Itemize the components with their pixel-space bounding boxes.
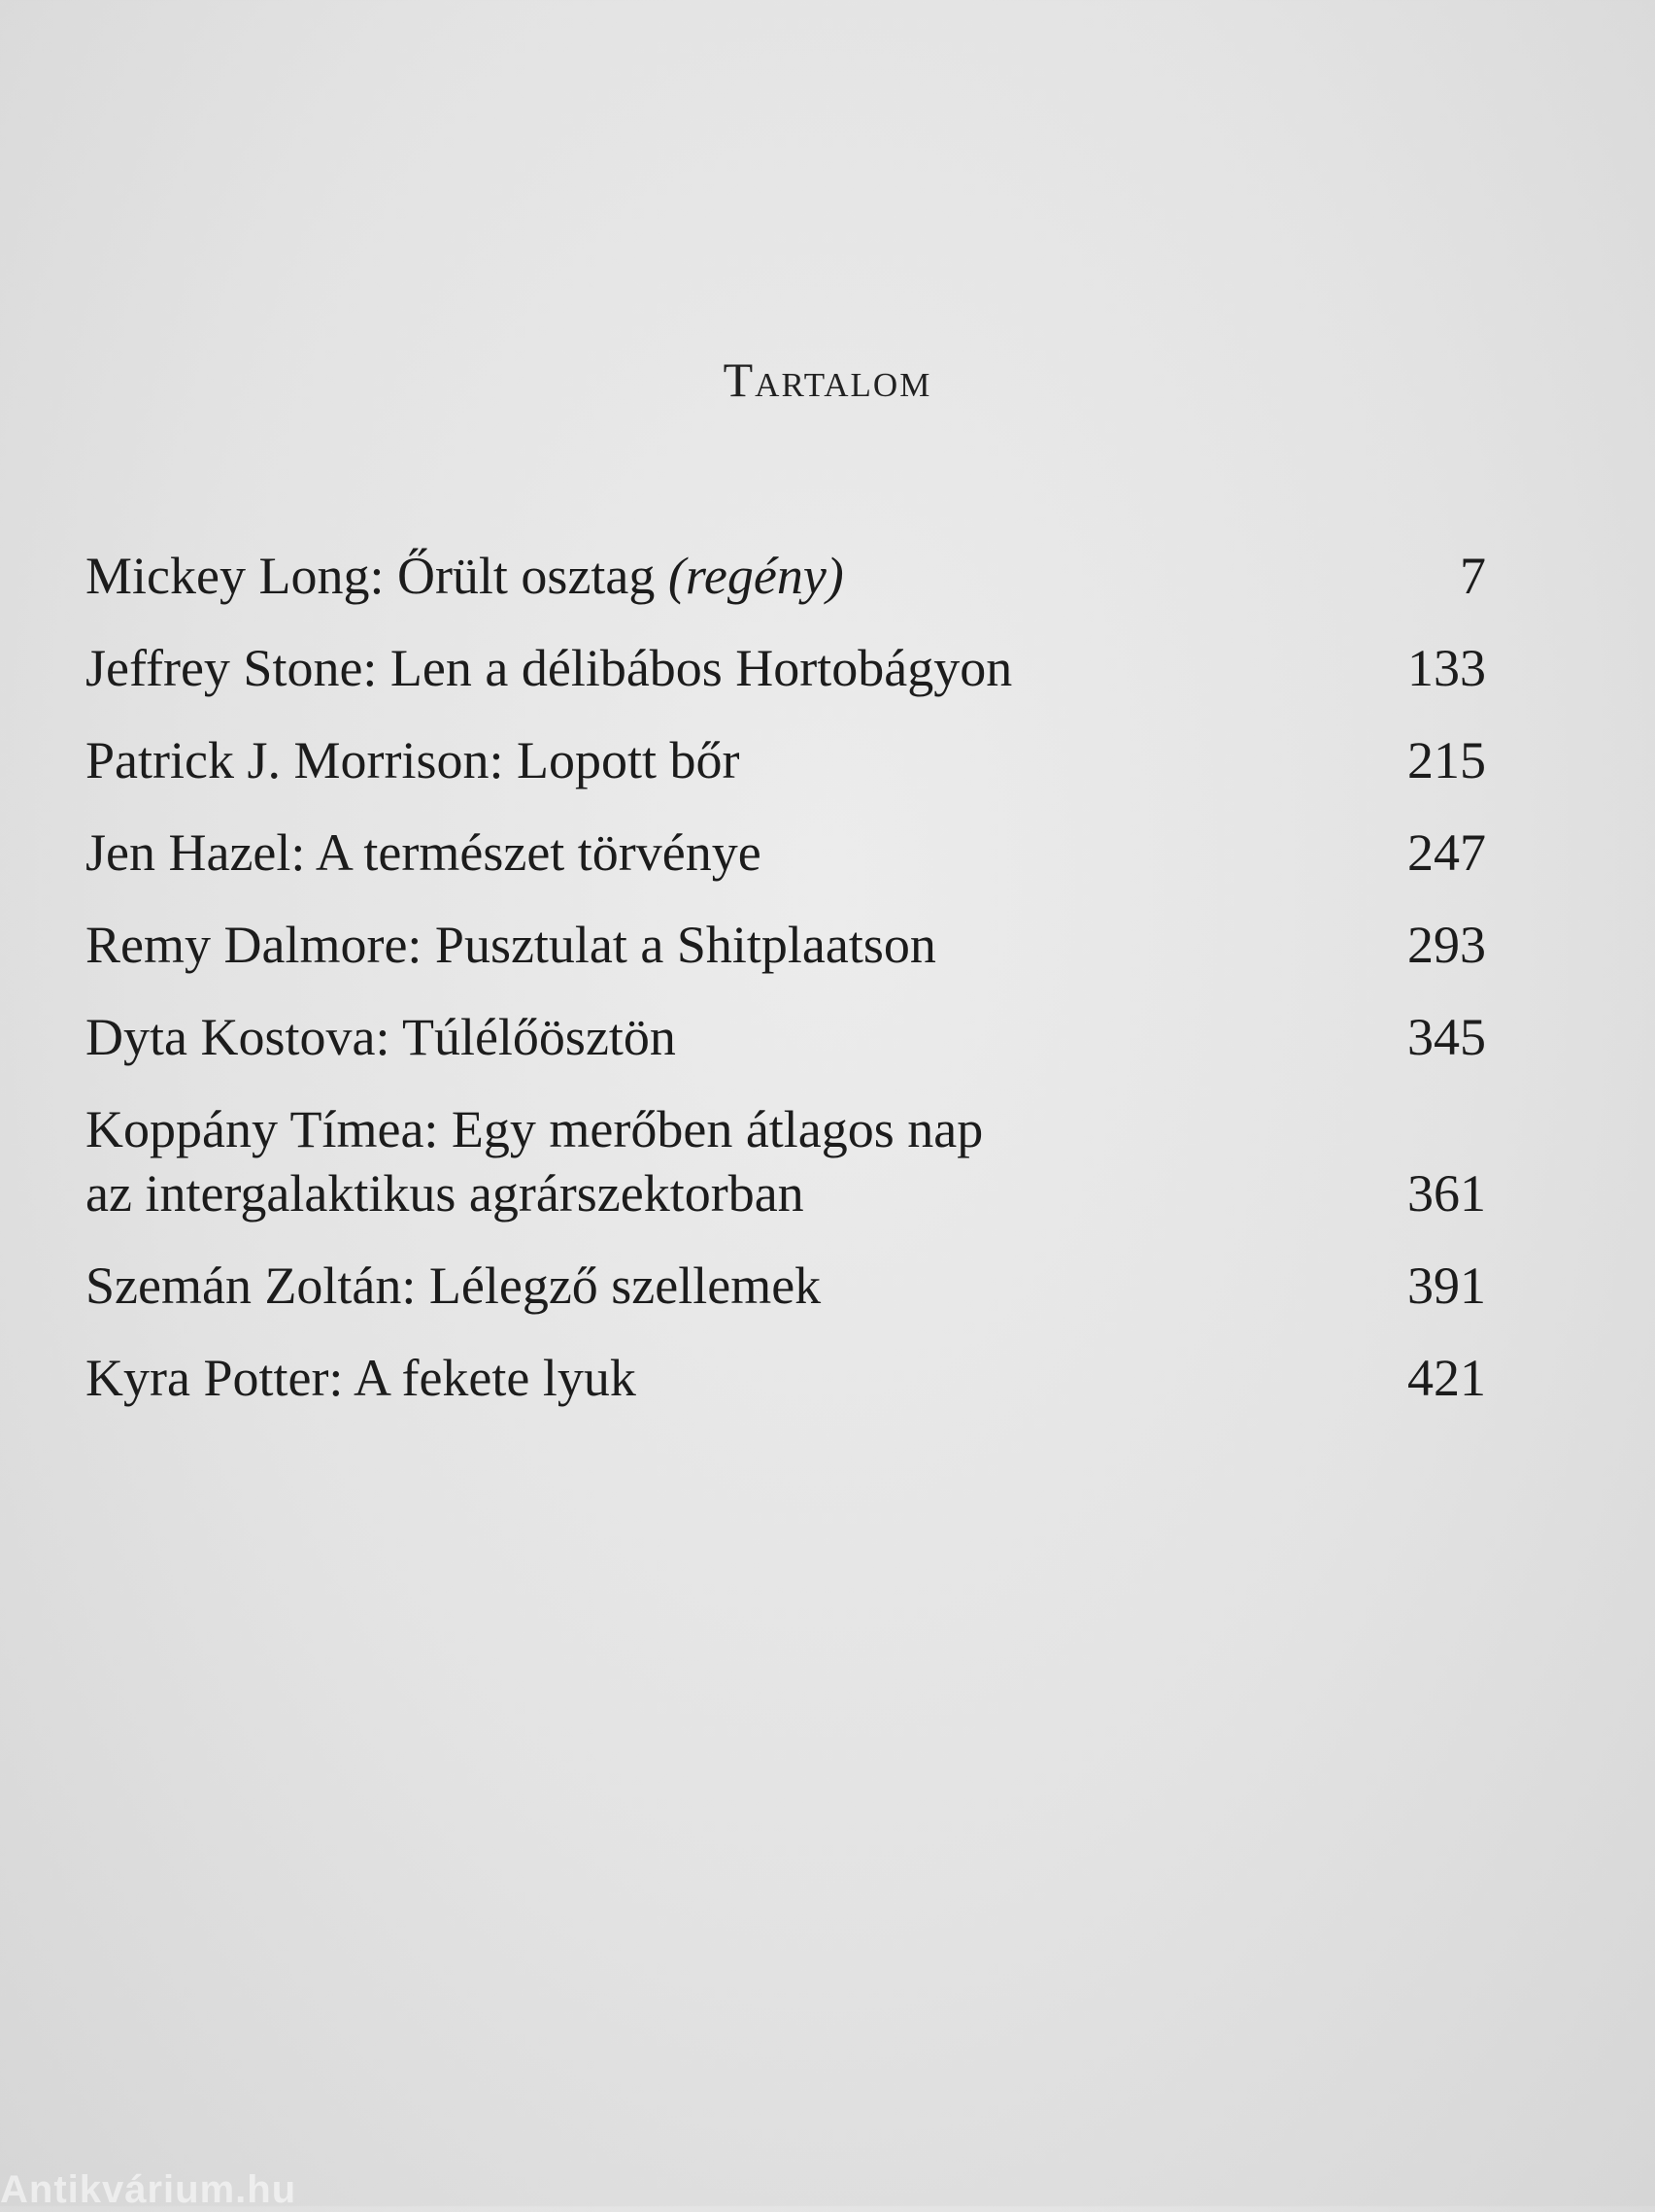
toc-entry-title: Jeffrey Stone: Len a délibábos Hortobágyon <box>85 639 1013 697</box>
toc-entry <box>85 1097 1486 1225</box>
toc-entry <box>85 913 1486 977</box>
toc-entry <box>85 1005 1486 1069</box>
toc-entry-title <box>85 544 1486 608</box>
toc-entry-title: Patrick J. Morrison: Lopott bőr <box>85 731 740 789</box>
toc-entry-title: Szemán Zoltán: Lélegző szellemek <box>85 1257 822 1315</box>
toc-entry-title-text: Mickey Long: Őrült osztag <box>85 547 668 605</box>
toc-entry-title <box>85 1097 1486 1225</box>
toc-entry <box>85 636 1486 700</box>
table-of-contents <box>85 544 1486 1438</box>
toc-entry-title: Jen Hazel: A természet törvénye <box>85 823 761 882</box>
toc-entry-page: 133 <box>1407 639 1486 697</box>
watermark-text: Antikvárium.hu <box>0 2168 297 2211</box>
toc-entry-note: (regény) <box>667 547 844 605</box>
toc-entry-title: Kyra Potter: A fekete lyuk <box>85 1349 636 1407</box>
toc-entry <box>85 1254 1486 1318</box>
toc-entry-page: 391 <box>1407 1257 1486 1315</box>
toc-entry-page: 215 <box>1407 731 1486 789</box>
toc-entry-page: 421 <box>1407 1349 1486 1407</box>
toc-entry <box>85 544 1486 608</box>
toc-entry-page: 293 <box>1407 916 1486 974</box>
toc-entry-page: 247 <box>1407 823 1486 882</box>
toc-entry <box>85 1346 1486 1410</box>
toc-entry <box>85 728 1486 792</box>
toc-heading: Tartalom <box>723 352 932 407</box>
toc-entry-title: Dyta Kostova: Túlélőösztön <box>85 1008 676 1066</box>
toc-entry-page: 7 <box>1460 547 1486 605</box>
toc-entry-page: 345 <box>1407 1008 1486 1066</box>
toc-entry <box>85 821 1486 885</box>
toc-entry-title: Remy Dalmore: Pusztulat a Shitplaatson <box>85 916 936 974</box>
toc-entry-page: 361 <box>1407 1164 1486 1223</box>
toc-entry-title-line: az intergalaktikus agrárszektorban <box>85 1164 804 1223</box>
toc-entry-title-line: Koppány Tímea: Egy merőben átlagos nap <box>85 1100 984 1158</box>
